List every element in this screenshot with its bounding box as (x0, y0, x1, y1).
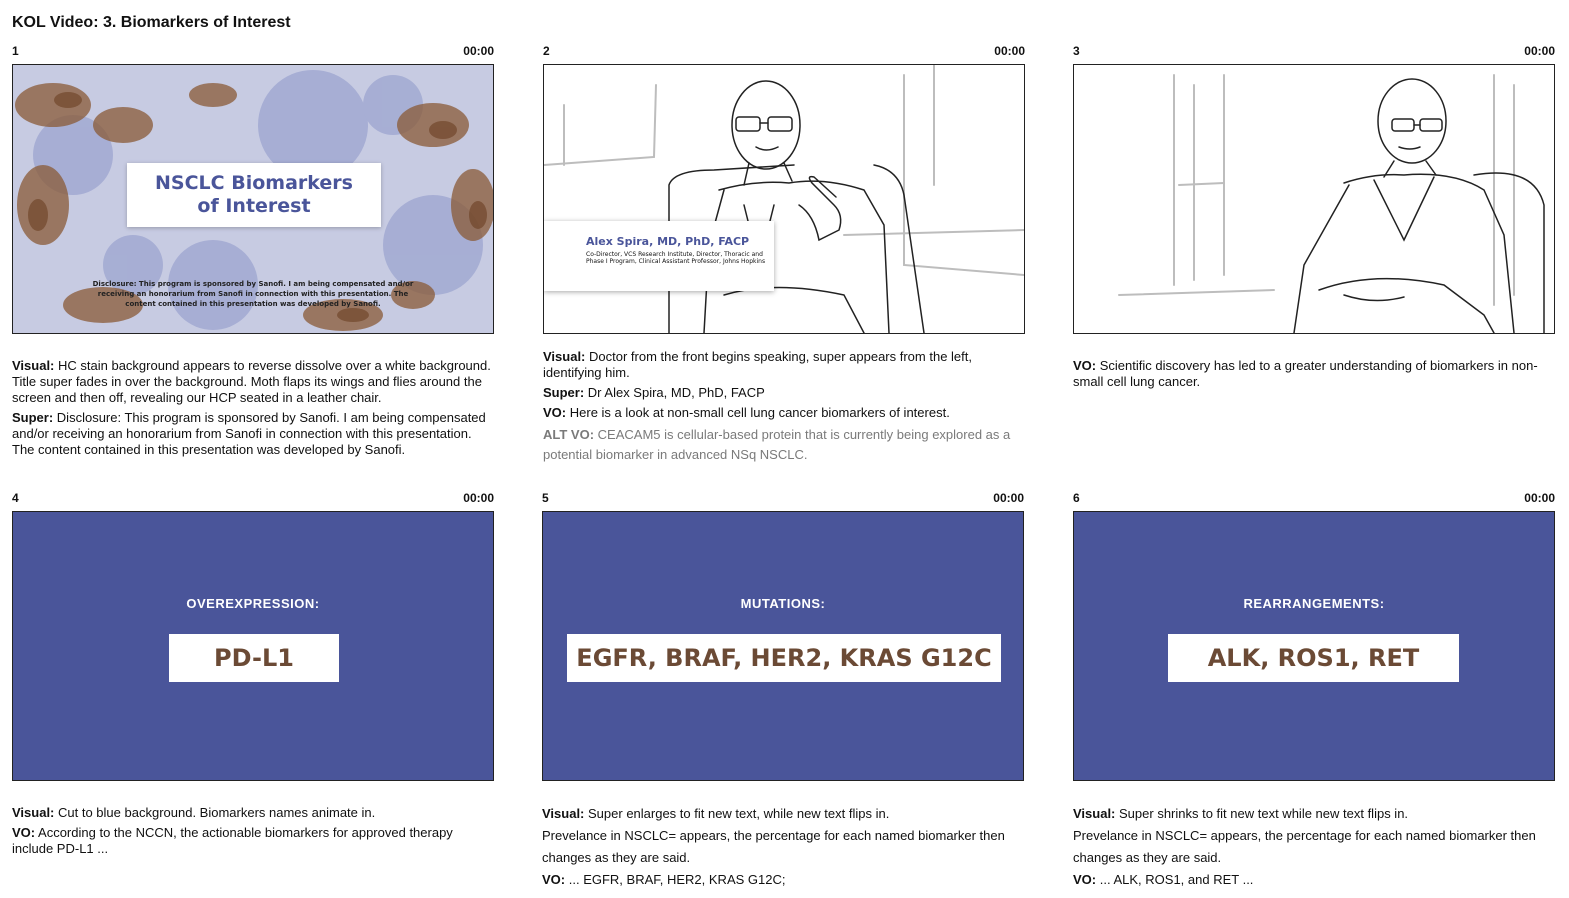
storyboard-panel-1 (12, 44, 494, 457)
panel-number: 5 (542, 491, 549, 505)
panel-timecode: 00:00 (463, 491, 494, 505)
note-visual: Visual: Cut to blue background. Biomarkers names animate in. (12, 805, 376, 820)
note-vo: VO: ... EGFR, BRAF, HER2, KRAS G12C; (542, 872, 786, 887)
note-visual: Visual: Super shrinks to fit new text while new text flips in. (1073, 806, 1409, 821)
storyboard-panel-2 (543, 44, 1025, 462)
panel-notes (1073, 803, 1555, 891)
frame-doctor-seated (1073, 64, 1555, 334)
panel-header (12, 491, 494, 511)
panel-number: 1 (12, 44, 19, 58)
note-prevalence: Prevelance in NSCLC= appears, the percentage for each named biomarker then changes as they are said. (542, 828, 1005, 865)
frame-rearrangements (1073, 511, 1555, 781)
note-vo: VO: Scientific discovery has led to a greater understanding of biomarkers in non-small cell lung cancer. (1073, 358, 1538, 389)
biomarker-category: REARRANGEMENTS: (1243, 596, 1385, 611)
title-super (127, 163, 381, 227)
frame-doctor-front (543, 64, 1025, 334)
name-super (544, 221, 774, 291)
panel-notes (1073, 358, 1555, 394)
note-vo: VO: According to the NCCN, the actionable biomarkers for approved therapy include PD-L1 ... (12, 825, 453, 856)
biomarker-super: PD-L1 (169, 634, 339, 682)
note-prevalence: Prevelance in NSCLC= appears, the percentage for each named biomarker then changes as they are said. (1073, 828, 1536, 865)
frame-mutations (542, 511, 1024, 781)
document-title: KOL Video: 3. Biomarkers of Interest (12, 14, 291, 31)
panel-number: 6 (1073, 491, 1080, 505)
panel-timecode: 00:00 (1524, 491, 1555, 505)
storyboard-panel-3 (1073, 44, 1555, 389)
title-line-2: of Interest (197, 195, 311, 217)
biomarker-super: EGFR, BRAF, HER2, KRAS G12C (567, 634, 1001, 682)
panel-timecode: 00:00 (1524, 44, 1555, 58)
panel-timecode: 00:00 (993, 491, 1024, 505)
panel-notes (12, 805, 494, 861)
note-super: Super: Dr Alex Spira, MD, PhD, FACP (543, 385, 765, 400)
note-alt-vo: ALT VO: CEACAM5 is cellular-based protein that is currently being explored as a potential biomarker in advanced NSq NSCLC. (543, 427, 1011, 462)
biomarker-category: OVEREXPRESSION: (186, 596, 320, 611)
storyboard-panel-4 (12, 491, 494, 856)
frame-overexpression (12, 511, 494, 781)
doctor-role: Co-Director, VCS Research Institute, Director, Thoracic and Phase I Program, Clinical Assistant Professor, Johns Hopkins (586, 251, 766, 265)
panel-notes (12, 358, 494, 462)
note-visual: Visual: HC stain background appears to reverse dissolve over a white background. Title super fades in over the background. Moth flaps its wings and flies around the screen and then off, revealing our HCP seated in a leather chair. (12, 358, 491, 405)
panel-number: 2 (543, 44, 550, 58)
note-super: Super: Disclosure: This program is sponsored by Sanofi. I am being compensated and/or receiving an honorarium from Sanofi in connection with this presentation. The content contained in this presentation was developed by Sanofi. (12, 410, 486, 457)
biomarker-category: MUTATIONS: (740, 596, 826, 611)
doctor-name: Alex Spira, MD, PhD, FACP (586, 235, 750, 248)
panel-notes (542, 803, 1024, 891)
storyboard-panel-6 (1073, 491, 1555, 887)
disclosure-text: Disclosure: This program is sponsored by Sanofi. I am being compensated and/or receiving an honorarium from Sanofi in connection with this presentation. The content contained in this presentation was developed by Sanofi. (92, 280, 414, 308)
note-visual: Visual: Super enlarges to fit new text, while new text flips in. (542, 806, 890, 821)
panel-header (1073, 44, 1555, 64)
panel-timecode: 00:00 (994, 44, 1025, 58)
panel-timecode: 00:00 (463, 44, 494, 58)
biomarker-super: ALK, ROS1, RET (1168, 634, 1459, 682)
note-visual: Visual: Doctor from the front begins speaking, super appears from the left, identifying him. (543, 349, 972, 380)
panel-number: 4 (12, 491, 19, 505)
panel-header (1073, 491, 1555, 511)
panel-number: 3 (1073, 44, 1080, 58)
panel-header (12, 44, 494, 64)
panel-notes (543, 349, 1025, 469)
panel-header (543, 44, 1025, 64)
doctor-sketch-illustration (544, 65, 1024, 333)
title-line-1: NSCLC Biomarkers (155, 172, 353, 194)
frame-ihc-stain (12, 64, 494, 334)
note-vo: VO: ... ALK, ROS1, and RET ... (1073, 872, 1254, 887)
panel-header (542, 491, 1024, 511)
storyboard-panel-5 (542, 491, 1024, 887)
note-vo: VO: Here is a look at non-small cell lung cancer biomarkers of interest. (543, 405, 950, 420)
doctor-seated-sketch-illustration (1074, 65, 1554, 333)
